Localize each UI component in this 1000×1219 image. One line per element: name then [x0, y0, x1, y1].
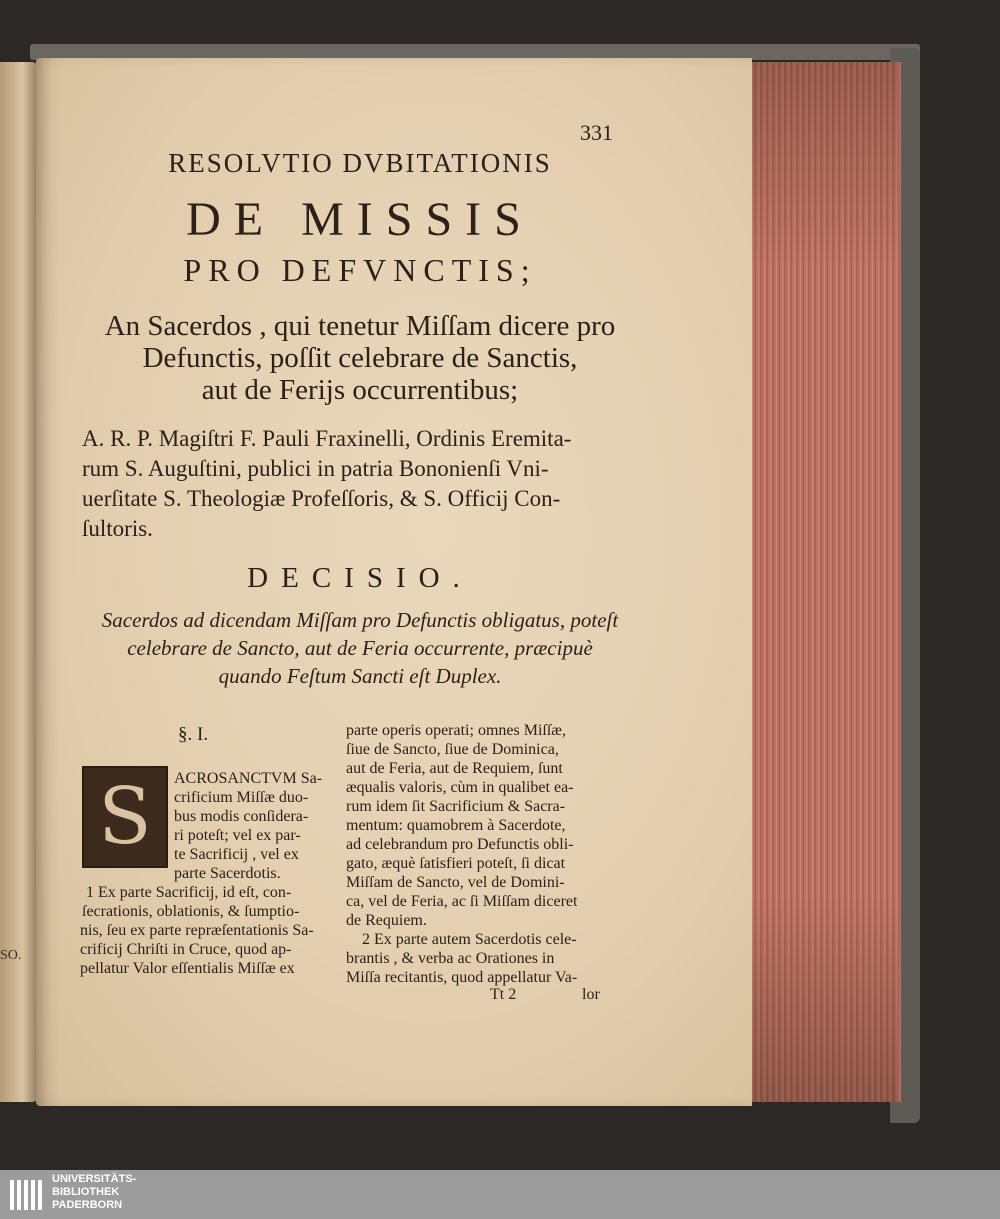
right-column-line: 2 Ex parte autem Sacerdotis cele-	[362, 931, 577, 948]
left-column-line: ri poteſt; vel ex par-	[174, 827, 301, 844]
catchword: lor	[582, 986, 600, 1003]
decisio-line: quando Feſtum Sancti eſt Duplex.	[218, 664, 502, 688]
question-line: aut de Ferijs occurrentibus;	[201, 374, 519, 406]
author-line: A. R. P. Magiſtri F. Pauli Fraxinelli, Ordinis Eremita-	[82, 426, 572, 451]
library-name-line: UNIVERSITÄTS-	[52, 1173, 137, 1185]
question-line: Defunctis, poſſit celebrare de Sanctis,	[142, 342, 578, 374]
library-footer-bar	[0, 1170, 1000, 1219]
signature-mark: Tt 2	[490, 986, 517, 1003]
decorated-initial	[82, 766, 168, 868]
left-column-line: ſecrationis, oblationis, & ſumptio-	[82, 903, 300, 920]
left-margin-fragment: SO.	[0, 948, 22, 963]
right-column-line: de Requiem.	[346, 912, 427, 929]
author-line: rum S. Auguſtini, publici in patria Bononienſi Vni-	[82, 456, 549, 481]
left-column-line: crificij Chriſti in Cruce, quod ap-	[80, 941, 292, 958]
left-column-line: te Sacrificij , vel ex	[174, 846, 299, 863]
title-line-2: DE MISSIS	[186, 193, 534, 246]
library-name-line: BIBLIOTHEK	[52, 1186, 120, 1198]
decisio-line: Sacerdos ad dicendam Miſſam pro Defunctis obligatus, poteſt	[101, 608, 619, 632]
decisio-heading: DECISIO.	[247, 562, 473, 594]
right-column-line: gato, æquè ſatisfieri poteſt, ſi dicat	[346, 855, 566, 872]
right-column-line: rum idem ſit Sacrificium & Sacra-	[346, 798, 566, 815]
left-column-line: bus modis conſidera-	[174, 808, 309, 825]
section-number: §. I.	[178, 724, 209, 745]
library-name	[52, 1173, 136, 1212]
right-column-line: ca, vel de Feria, ac ſi Miſſam diceret	[346, 893, 578, 910]
right-column-line: ſiue de Sancto, ſiue de Dominica,	[346, 741, 559, 758]
page-number: 331	[580, 120, 613, 145]
fore-edge-shadow	[748, 62, 898, 1102]
title-line-1: RESOLVTIO DVBITATIONIS	[168, 148, 552, 178]
right-column-line: æqualis valoris, cùm in qualibet ea-	[346, 779, 574, 796]
author-line: ſultoris.	[82, 516, 153, 541]
right-column-line: aut de Feria, aut de Requiem, ſunt	[346, 760, 563, 777]
question-line: An Sacerdos , qui tenetur Miſſam dicere pro	[104, 310, 616, 342]
left-column-line: nis, ſeu ex parte repræſentationis Sa-	[80, 922, 314, 939]
right-column-line: brantis , & verba ac Orationes in	[346, 950, 555, 967]
right-column-line: ad celebrandum pro Defunctis obli-	[346, 836, 574, 853]
title-line-3: PRO DEFVNCTIS;	[183, 252, 537, 288]
right-column-line: mentum: quamobrem à Sacerdote,	[346, 817, 566, 834]
initial-letter: S	[98, 772, 152, 862]
left-column-line: pellatur Valor eſſentialis Miſſæ ex	[80, 960, 295, 977]
right-column-line: Miſſam de Sancto, vel de Domini-	[346, 874, 565, 891]
library-name-line: PADERBORN	[52, 1199, 123, 1211]
left-column-line: ACROSANCTVM Sa-	[174, 770, 323, 787]
right-column-line: parte operis operati; omnes Miſſæ,	[346, 722, 566, 739]
decisio-line: celebrare de Sancto, aut de Feria occurrente, præcipuè	[127, 636, 593, 660]
left-column-line: crificium Miſſæ duo-	[174, 789, 309, 806]
left-page-edge	[0, 62, 38, 1102]
left-column-line: 1 Ex parte Sacrificij, id eſt, con-	[86, 884, 292, 901]
right-column-line: Miſſa recitantis, quod appellatur Va-	[346, 969, 578, 986]
left-column-line: parte Sacerdotis.	[174, 865, 281, 882]
author-line: uerſitate S. Theologiæ Profeſſoris, & S. Officij Con-	[82, 486, 561, 511]
library-logo-icon	[8, 1176, 46, 1214]
